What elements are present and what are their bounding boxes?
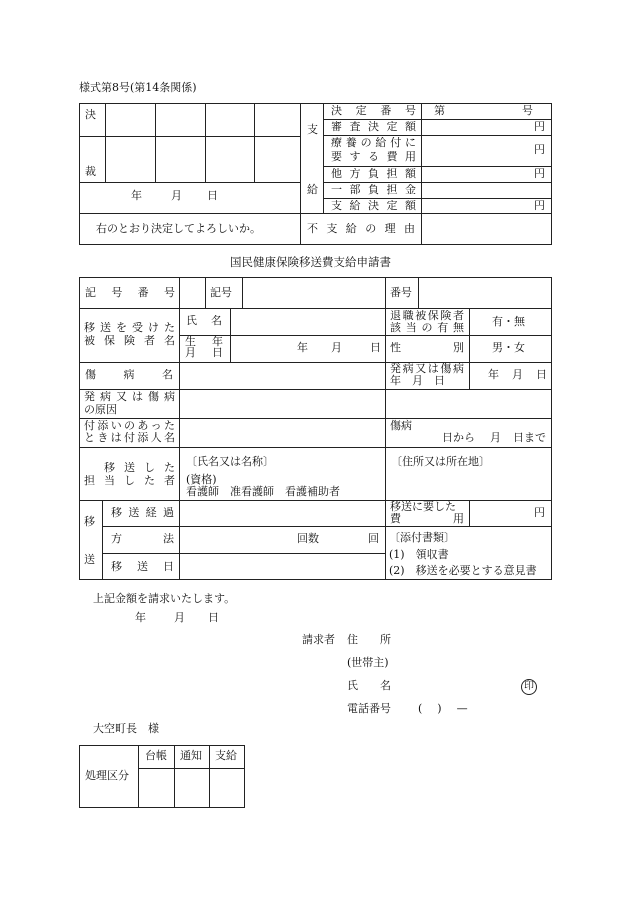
retired-label-2: 該当の有無 — [390, 322, 464, 334]
medical-cost-unit: 円 — [534, 143, 545, 156]
shikyu-char-2: 給 — [307, 183, 318, 196]
decision-date-month: 月 — [171, 189, 182, 202]
claimant-label: 請求者 — [302, 633, 335, 646]
insured-label-2: 被保険者名 — [84, 335, 175, 347]
name-field-label: 氏 名 — [347, 679, 391, 692]
review-amount-unit: 円 — [534, 120, 545, 133]
attendant-label-2: ときは付添人名 — [84, 432, 175, 444]
birth-label-1: 生 年 — [185, 336, 223, 348]
kigou-label: 記号 — [210, 286, 232, 299]
cause-label-2: の原因 — [84, 403, 117, 416]
non-payment-reason-label: 不支給の理由 — [307, 223, 415, 235]
copay-label: 一部負担金 — [331, 184, 416, 196]
onset-label-1: 発病又は傷病 — [390, 363, 464, 375]
processing-col-ledger: 台帳 — [145, 749, 167, 762]
birth-month: 月 — [331, 341, 342, 354]
address-label: 住 所 — [347, 633, 391, 646]
birth-label-2: 月 日 — [185, 347, 223, 359]
request-day: 日 — [208, 611, 219, 624]
attachment-2: (2) 移送を必要とする意見書 — [389, 564, 537, 577]
request-statement: 上記金額を請求いたします。 — [93, 592, 236, 605]
count-label: 回数 — [297, 532, 319, 545]
carrier-label-2: 担当した者 — [84, 475, 175, 487]
processing-col-payment: 支給 — [215, 749, 237, 762]
injury-name-label: 傷病名 — [85, 369, 173, 381]
decision-number-suffix: 号 — [522, 104, 533, 117]
birth-year: 年 — [297, 341, 308, 354]
onset-year: 年 — [488, 368, 499, 381]
qualification-label: (資格) — [186, 473, 217, 486]
carrier-name-label: 〔氏名又は名称〕 — [186, 455, 274, 468]
onset-day: 日 — [536, 368, 547, 381]
attendant-injury-label: 傷病 — [390, 419, 412, 432]
cost-unit: 円 — [534, 506, 545, 519]
phone-label: 電話番号 — [347, 702, 391, 715]
request-year: 年 — [135, 611, 146, 624]
sai-char: 裁 — [85, 165, 96, 178]
cause-label-1: 発病又は傷病 — [84, 391, 175, 403]
other-burden-unit: 円 — [534, 167, 545, 180]
bangou-label: 番号 — [390, 286, 412, 299]
decision-date-year: 年 — [131, 189, 142, 202]
processing-label: 処理区分 — [85, 769, 129, 782]
onset-month: 月 — [512, 368, 523, 381]
carrier-address-label: 〔住所又は所在地〕 — [391, 455, 490, 468]
payment-amount-label: 支給決定額 — [331, 200, 416, 212]
transport-date-label: 移送日 — [111, 561, 174, 573]
shikyu-char-1: 支 — [307, 123, 318, 136]
attachments-title: 〔添付書類〕 — [389, 531, 455, 544]
form-number-label: 様式第8号(第14条関係) — [79, 81, 197, 94]
birth-day: 日 — [370, 341, 381, 354]
cost-label-2: 費用 — [390, 513, 464, 525]
other-burden-label: 他方負担額 — [331, 168, 416, 180]
name-label: 氏名 — [186, 315, 222, 327]
ketsu-char: 決 — [85, 108, 96, 121]
attendant-label-1: 付添いのあった — [84, 420, 175, 432]
period-day-to: 日まで — [513, 431, 546, 444]
onset-label-2: 年 月 日 — [390, 374, 445, 387]
decision-date-day: 日 — [207, 189, 218, 202]
medical-cost-label-2: 要する費用 — [331, 151, 416, 163]
processing-col-notice: 通知 — [180, 749, 202, 762]
kigou-bangou-label: 記号番号 — [85, 287, 175, 299]
isou-char-2: 送 — [84, 553, 95, 566]
attachment-1: (1) 領収書 — [389, 548, 449, 561]
isou-char-1: 移 — [84, 515, 95, 528]
period-month: 月 — [490, 431, 501, 444]
retired-label-1: 退職被保険者 — [390, 310, 464, 322]
payment-amount-unit: 円 — [534, 199, 545, 212]
form-title: 国民健康保険移送費支給申請書 — [230, 255, 391, 269]
period-day-from: 日から — [442, 431, 475, 444]
carrier-label-1: 移送した — [104, 462, 175, 474]
decision-number-label: 決定番号 — [331, 105, 416, 117]
method-label: 方法 — [111, 533, 174, 545]
sex-value: 男・女 — [492, 341, 525, 354]
medical-cost-label-1: 療養の給付に — [331, 137, 416, 149]
insured-label-1: 移送を受けた — [84, 322, 175, 334]
route-label: 移送経過 — [111, 507, 174, 519]
household-head-label: (世帯主) — [347, 656, 389, 669]
qualification-options: 看護師 准看護師 看護補助者 — [186, 485, 340, 498]
review-amount-label: 審査決定額 — [331, 121, 416, 133]
approval-note: 右のとおり決定してよろしいか。 — [96, 222, 261, 235]
phone-format: ( ) — — [418, 702, 470, 715]
retired-value: 有・無 — [492, 315, 525, 328]
count-unit: 回 — [368, 532, 379, 545]
decision-number-prefix: 第 — [434, 104, 445, 117]
cost-label-1: 移送に要した — [390, 500, 456, 513]
sex-label: 性別 — [390, 342, 464, 354]
addressee: 大空町長 様 — [93, 722, 159, 735]
request-month: 月 — [174, 611, 185, 624]
seal-mark: 印 — [521, 679, 537, 695]
